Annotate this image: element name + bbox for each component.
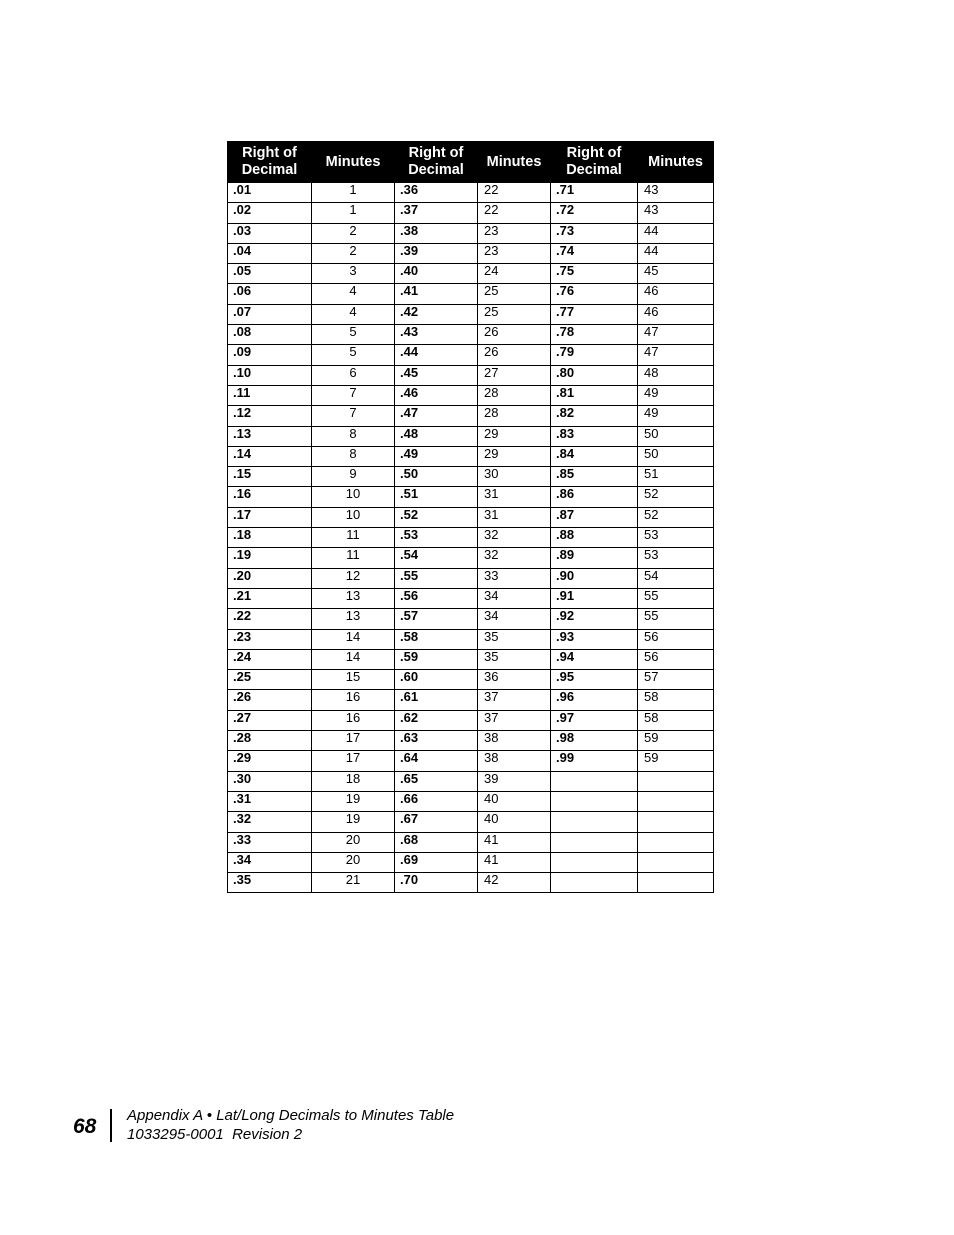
minutes-cell: 11 bbox=[312, 548, 395, 568]
minutes-cell: 16 bbox=[312, 690, 395, 710]
minutes-cell: 21 bbox=[312, 873, 395, 893]
table-header bbox=[228, 142, 714, 183]
table-row bbox=[228, 284, 714, 304]
minutes-cell: 10 bbox=[312, 507, 395, 527]
decimal-cell: .35 bbox=[228, 873, 312, 893]
minutes-cell: 24 bbox=[478, 264, 551, 284]
minutes-cell: 11 bbox=[312, 528, 395, 548]
decimal-cell: .49 bbox=[395, 446, 478, 466]
decimal-cell: .06 bbox=[228, 284, 312, 304]
decimal-cell: .51 bbox=[395, 487, 478, 507]
minutes-cell: 5 bbox=[312, 325, 395, 345]
minutes-cell: 48 bbox=[638, 365, 714, 385]
table-row bbox=[228, 467, 714, 487]
footer-caption bbox=[127, 1106, 454, 1144]
minutes-cell: 25 bbox=[478, 304, 551, 324]
decimal-cell: .89 bbox=[551, 548, 638, 568]
decimal-cell: .02 bbox=[228, 203, 312, 223]
table-row bbox=[228, 731, 714, 751]
decimal-cell: .38 bbox=[395, 223, 478, 243]
decimal-cell: .94 bbox=[551, 649, 638, 669]
minutes-cell: 33 bbox=[478, 568, 551, 588]
footer-divider bbox=[110, 1109, 112, 1142]
minutes-cell: 32 bbox=[478, 528, 551, 548]
minutes-cell: 49 bbox=[638, 406, 714, 426]
decimal-cell: .23 bbox=[228, 629, 312, 649]
decimal-cell: .64 bbox=[395, 751, 478, 771]
decimal-cell: .25 bbox=[228, 670, 312, 690]
decimal-cell: .80 bbox=[551, 365, 638, 385]
minutes-cell: 35 bbox=[478, 629, 551, 649]
table-row bbox=[228, 670, 714, 690]
minutes-cell: 44 bbox=[638, 243, 714, 263]
decimal-cell: .56 bbox=[395, 588, 478, 608]
decimal-cell: .95 bbox=[551, 670, 638, 690]
decimal-cell: .39 bbox=[395, 243, 478, 263]
decimal-cell: .27 bbox=[228, 710, 312, 730]
header-row bbox=[228, 142, 714, 183]
minutes-cell: 1 bbox=[312, 203, 395, 223]
decimal-cell bbox=[551, 771, 638, 791]
decimal-cell: .62 bbox=[395, 710, 478, 730]
table-row bbox=[228, 791, 714, 811]
decimal-cell: .36 bbox=[395, 183, 478, 203]
table-row bbox=[228, 243, 714, 263]
decimal-cell: .90 bbox=[551, 568, 638, 588]
decimal-cell: .03 bbox=[228, 223, 312, 243]
decimal-cell: .69 bbox=[395, 852, 478, 872]
minutes-cell: 40 bbox=[478, 791, 551, 811]
minutes-cell: 18 bbox=[312, 771, 395, 791]
minutes-cell: 9 bbox=[312, 467, 395, 487]
minutes-cell: 6 bbox=[312, 365, 395, 385]
decimal-cell: .48 bbox=[395, 426, 478, 446]
decimal-cell: .98 bbox=[551, 731, 638, 751]
minutes-cell: 51 bbox=[638, 467, 714, 487]
minutes-cell: 57 bbox=[638, 670, 714, 690]
decimal-cell: .63 bbox=[395, 731, 478, 751]
table-row bbox=[228, 568, 714, 588]
decimal-cell bbox=[551, 791, 638, 811]
minutes-cell: 17 bbox=[312, 731, 395, 751]
table-row bbox=[228, 710, 714, 730]
decimal-cell: .42 bbox=[395, 304, 478, 324]
header-minutes: Minutes bbox=[312, 142, 395, 183]
minutes-cell: 19 bbox=[312, 812, 395, 832]
minutes-cell: 53 bbox=[638, 548, 714, 568]
minutes-cell: 13 bbox=[312, 609, 395, 629]
table-row bbox=[228, 426, 714, 446]
minutes-cell: 28 bbox=[478, 406, 551, 426]
decimal-cell: .77 bbox=[551, 304, 638, 324]
minutes-cell: 22 bbox=[478, 183, 551, 203]
decimal-cell: .93 bbox=[551, 629, 638, 649]
minutes-cell: 16 bbox=[312, 710, 395, 730]
minutes-cell: 46 bbox=[638, 284, 714, 304]
decimal-cell bbox=[551, 812, 638, 832]
minutes-cell: 52 bbox=[638, 507, 714, 527]
decimal-cell: .46 bbox=[395, 385, 478, 405]
minutes-cell: 8 bbox=[312, 446, 395, 466]
decimal-cell: .47 bbox=[395, 406, 478, 426]
decimal-cell: .91 bbox=[551, 588, 638, 608]
table-body bbox=[228, 183, 714, 893]
decimal-cell: .19 bbox=[228, 548, 312, 568]
decimal-cell: .53 bbox=[395, 528, 478, 548]
decimal-cell: .44 bbox=[395, 345, 478, 365]
minutes-cell: 26 bbox=[478, 345, 551, 365]
minutes-cell: 34 bbox=[478, 609, 551, 629]
minutes-cell: 40 bbox=[478, 812, 551, 832]
table-row bbox=[228, 487, 714, 507]
decimal-cell: .97 bbox=[551, 710, 638, 730]
minutes-cell: 31 bbox=[478, 487, 551, 507]
minutes-cell: 19 bbox=[312, 791, 395, 811]
minutes-cell: 4 bbox=[312, 304, 395, 324]
minutes-cell: 17 bbox=[312, 751, 395, 771]
header-right-of-decimal: Right of Decimal bbox=[551, 142, 638, 183]
decimal-cell: .20 bbox=[228, 568, 312, 588]
minutes-cell: 25 bbox=[478, 284, 551, 304]
decimal-cell bbox=[551, 873, 638, 893]
minutes-cell: 2 bbox=[312, 243, 395, 263]
minutes-cell: 14 bbox=[312, 629, 395, 649]
minutes-cell bbox=[638, 791, 714, 811]
minutes-cell: 13 bbox=[312, 588, 395, 608]
table-row bbox=[228, 873, 714, 893]
minutes-cell: 56 bbox=[638, 649, 714, 669]
minutes-cell: 46 bbox=[638, 304, 714, 324]
minutes-cell: 53 bbox=[638, 528, 714, 548]
decimal-cell: .12 bbox=[228, 406, 312, 426]
decimal-cell: .71 bbox=[551, 183, 638, 203]
minutes-cell: 30 bbox=[478, 467, 551, 487]
minutes-cell: 7 bbox=[312, 385, 395, 405]
decimal-cell bbox=[551, 852, 638, 872]
minutes-cell: 43 bbox=[638, 203, 714, 223]
minutes-cell: 59 bbox=[638, 751, 714, 771]
decimal-cell: .31 bbox=[228, 791, 312, 811]
decimal-cell: .78 bbox=[551, 325, 638, 345]
decimal-cell: .92 bbox=[551, 609, 638, 629]
table-row bbox=[228, 325, 714, 345]
decimal-cell: .28 bbox=[228, 731, 312, 751]
decimal-cell: .96 bbox=[551, 690, 638, 710]
table-row bbox=[228, 507, 714, 527]
minutes-cell: 32 bbox=[478, 548, 551, 568]
minutes-cell: 59 bbox=[638, 731, 714, 751]
minutes-cell: 42 bbox=[478, 873, 551, 893]
decimal-cell: .60 bbox=[395, 670, 478, 690]
decimal-cell: .01 bbox=[228, 183, 312, 203]
minutes-cell: 4 bbox=[312, 284, 395, 304]
minutes-cell: 45 bbox=[638, 264, 714, 284]
minutes-cell: 34 bbox=[478, 588, 551, 608]
minutes-cell: 29 bbox=[478, 426, 551, 446]
decimal-cell: .04 bbox=[228, 243, 312, 263]
footer-title: Appendix A • Lat/Long Decimals to Minutes Table bbox=[127, 1107, 455, 1124]
table-row bbox=[228, 385, 714, 405]
table-row bbox=[228, 812, 714, 832]
minutes-cell: 38 bbox=[478, 731, 551, 751]
minutes-cell: 15 bbox=[312, 670, 395, 690]
decimal-cell: .34 bbox=[228, 852, 312, 872]
minutes-cell: 58 bbox=[638, 690, 714, 710]
decimal-cell: .66 bbox=[395, 791, 478, 811]
decimal-cell: .33 bbox=[228, 832, 312, 852]
minutes-cell: 41 bbox=[478, 832, 551, 852]
minutes-cell: 12 bbox=[312, 568, 395, 588]
decimal-cell: .84 bbox=[551, 446, 638, 466]
header-right-of-decimal: Right of Decimal bbox=[228, 142, 312, 183]
decimal-cell: .72 bbox=[551, 203, 638, 223]
minutes-cell: 55 bbox=[638, 588, 714, 608]
decimal-cell: .67 bbox=[395, 812, 478, 832]
decimal-cell: .88 bbox=[551, 528, 638, 548]
minutes-cell: 58 bbox=[638, 710, 714, 730]
minutes-cell: 47 bbox=[638, 345, 714, 365]
decimal-cell: .79 bbox=[551, 345, 638, 365]
minutes-cell: 49 bbox=[638, 385, 714, 405]
decimal-cell: .45 bbox=[395, 365, 478, 385]
decimal-cell: .05 bbox=[228, 264, 312, 284]
decimal-cell: .40 bbox=[395, 264, 478, 284]
minutes-cell: 41 bbox=[478, 852, 551, 872]
decimal-cell: .86 bbox=[551, 487, 638, 507]
decimal-cell: .83 bbox=[551, 426, 638, 446]
decimal-cell: .61 bbox=[395, 690, 478, 710]
table-row bbox=[228, 365, 714, 385]
minutes-cell: 37 bbox=[478, 710, 551, 730]
table-row bbox=[228, 183, 714, 203]
decimal-cell: .17 bbox=[228, 507, 312, 527]
minutes-cell: 27 bbox=[478, 365, 551, 385]
decimal-cell: .52 bbox=[395, 507, 478, 527]
minutes-cell: 37 bbox=[478, 690, 551, 710]
decimal-cell: .43 bbox=[395, 325, 478, 345]
table-row bbox=[228, 223, 714, 243]
decimal-cell: .70 bbox=[395, 873, 478, 893]
decimal-cell: .07 bbox=[228, 304, 312, 324]
decimal-cell: .18 bbox=[228, 528, 312, 548]
minutes-cell: 50 bbox=[638, 426, 714, 446]
minutes-cell: 20 bbox=[312, 852, 395, 872]
decimal-cell: .81 bbox=[551, 385, 638, 405]
minutes-cell: 31 bbox=[478, 507, 551, 527]
table-row bbox=[228, 771, 714, 791]
table-row bbox=[228, 406, 714, 426]
minutes-cell: 22 bbox=[478, 203, 551, 223]
minutes-cell: 8 bbox=[312, 426, 395, 446]
minutes-cell: 26 bbox=[478, 325, 551, 345]
minutes-cell bbox=[638, 873, 714, 893]
decimal-cell: .58 bbox=[395, 629, 478, 649]
decimal-cell: .99 bbox=[551, 751, 638, 771]
minutes-cell: 39 bbox=[478, 771, 551, 791]
minutes-cell: 54 bbox=[638, 568, 714, 588]
footer-revision: 1033295-0001 Revision 2 bbox=[127, 1126, 303, 1143]
decimal-cell: .68 bbox=[395, 832, 478, 852]
decimal-cell: .16 bbox=[228, 487, 312, 507]
header-minutes: Minutes bbox=[478, 142, 551, 183]
minutes-cell bbox=[638, 812, 714, 832]
decimal-to-minutes-table bbox=[227, 141, 714, 893]
decimal-cell: .87 bbox=[551, 507, 638, 527]
minutes-cell: 56 bbox=[638, 629, 714, 649]
decimal-cell: .76 bbox=[551, 284, 638, 304]
decimal-cell: .13 bbox=[228, 426, 312, 446]
header-minutes: Minutes bbox=[638, 142, 714, 183]
minutes-cell: 50 bbox=[638, 446, 714, 466]
decimal-cell: .54 bbox=[395, 548, 478, 568]
decimal-cell: .24 bbox=[228, 649, 312, 669]
minutes-cell: 29 bbox=[478, 446, 551, 466]
table-row bbox=[228, 649, 714, 669]
decimal-cell: .22 bbox=[228, 609, 312, 629]
table-row bbox=[228, 588, 714, 608]
table-row bbox=[228, 446, 714, 466]
minutes-cell: 2 bbox=[312, 223, 395, 243]
decimal-cell: .15 bbox=[228, 467, 312, 487]
table-row bbox=[228, 690, 714, 710]
table-row bbox=[228, 629, 714, 649]
table-row bbox=[228, 548, 714, 568]
decimal-cell: .11 bbox=[228, 385, 312, 405]
minutes-cell: 44 bbox=[638, 223, 714, 243]
decimal-cell: .37 bbox=[395, 203, 478, 223]
table-row bbox=[228, 304, 714, 324]
minutes-cell: 23 bbox=[478, 243, 551, 263]
decimal-cell: .50 bbox=[395, 467, 478, 487]
minutes-cell: 7 bbox=[312, 406, 395, 426]
minutes-cell: 28 bbox=[478, 385, 551, 405]
decimal-cell: .14 bbox=[228, 446, 312, 466]
decimal-cell bbox=[551, 832, 638, 852]
table-row bbox=[228, 264, 714, 284]
minutes-cell: 52 bbox=[638, 487, 714, 507]
minutes-cell: 23 bbox=[478, 223, 551, 243]
decimal-cell: .21 bbox=[228, 588, 312, 608]
minutes-cell bbox=[638, 771, 714, 791]
table-row bbox=[228, 832, 714, 852]
minutes-cell: 10 bbox=[312, 487, 395, 507]
minutes-cell: 1 bbox=[312, 183, 395, 203]
decimal-cell: .73 bbox=[551, 223, 638, 243]
decimal-cell: .55 bbox=[395, 568, 478, 588]
decimal-cell: .74 bbox=[551, 243, 638, 263]
minutes-cell: 35 bbox=[478, 649, 551, 669]
decimal-cell: .09 bbox=[228, 345, 312, 365]
minutes-cell: 38 bbox=[478, 751, 551, 771]
table-row bbox=[228, 345, 714, 365]
minutes-cell: 43 bbox=[638, 183, 714, 203]
decimal-cell: .59 bbox=[395, 649, 478, 669]
decimal-cell: .41 bbox=[395, 284, 478, 304]
minutes-cell: 47 bbox=[638, 325, 714, 345]
decimal-cell: .75 bbox=[551, 264, 638, 284]
minutes-cell: 14 bbox=[312, 649, 395, 669]
minutes-cell bbox=[638, 852, 714, 872]
table-row bbox=[228, 609, 714, 629]
decimal-cell: .29 bbox=[228, 751, 312, 771]
header-right-of-decimal: Right of Decimal bbox=[395, 142, 478, 183]
page-number: 68 bbox=[73, 1115, 97, 1138]
minutes-cell bbox=[638, 832, 714, 852]
decimal-cell: .85 bbox=[551, 467, 638, 487]
decimal-cell: .10 bbox=[228, 365, 312, 385]
decimal-cell: .26 bbox=[228, 690, 312, 710]
decimal-cell: .30 bbox=[228, 771, 312, 791]
decimal-cell: .65 bbox=[395, 771, 478, 791]
minutes-cell: 55 bbox=[638, 609, 714, 629]
decimal-cell: .82 bbox=[551, 406, 638, 426]
table-row bbox=[228, 528, 714, 548]
table-row bbox=[228, 751, 714, 771]
minutes-cell: 36 bbox=[478, 670, 551, 690]
minutes-cell: 3 bbox=[312, 264, 395, 284]
decimal-cell: .57 bbox=[395, 609, 478, 629]
table-row bbox=[228, 852, 714, 872]
minutes-cell: 20 bbox=[312, 832, 395, 852]
table-row bbox=[228, 203, 714, 223]
minutes-cell: 5 bbox=[312, 345, 395, 365]
decimal-cell: .32 bbox=[228, 812, 312, 832]
decimal-cell: .08 bbox=[228, 325, 312, 345]
